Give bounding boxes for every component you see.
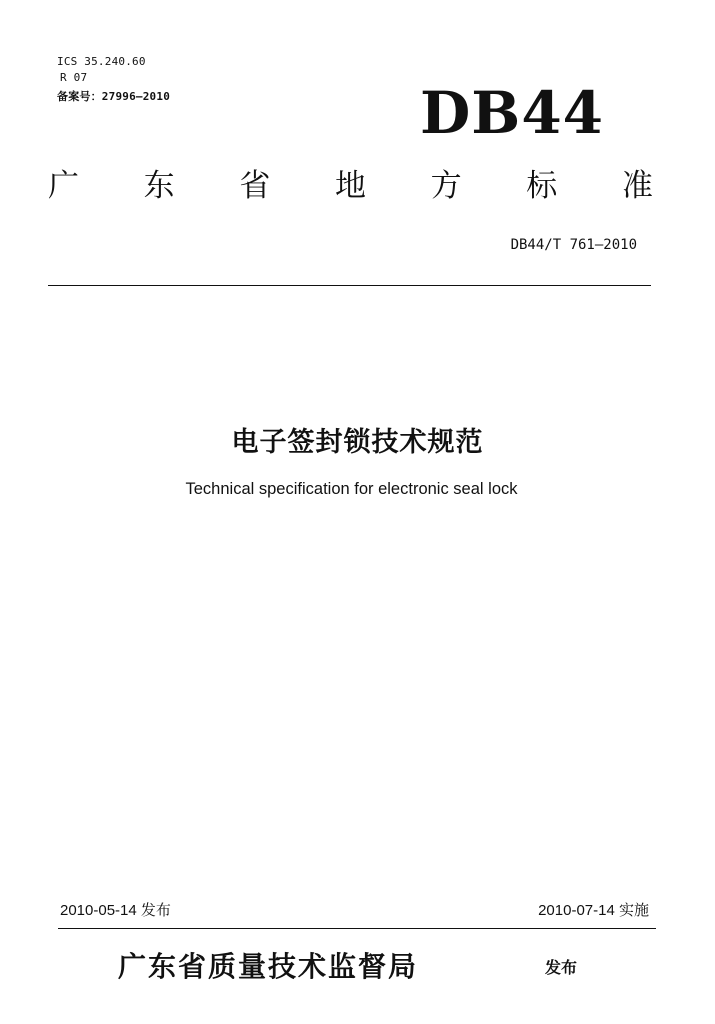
document-title-english: Technical specification for electronic seal lock bbox=[185, 480, 518, 498]
standard-type-char: 准 bbox=[621, 168, 653, 204]
implementation-date: 2010-07-14 实施 bbox=[538, 902, 649, 919]
db44-logo: DB44 bbox=[420, 79, 605, 147]
document-title-chinese: 电子签封锁技术规范 bbox=[231, 427, 484, 458]
publish-label: 发布 bbox=[545, 958, 578, 977]
standard-type-char: 东 bbox=[143, 168, 175, 204]
standard-type-char: 省 bbox=[239, 168, 271, 204]
standard-type-char: 方 bbox=[430, 168, 462, 204]
bottom-divider bbox=[58, 928, 656, 929]
ics-code: ICS 35.240.60 bbox=[57, 55, 146, 68]
standard-type-char: 地 bbox=[334, 168, 366, 204]
ccs-code: R 07 bbox=[60, 71, 88, 84]
standard-type-char: 广 bbox=[48, 168, 79, 204]
issue-date: 2010-05-14 发布 bbox=[60, 902, 171, 919]
standard-number: DB44/T 761—2010 bbox=[510, 237, 637, 253]
filing-number: 备案号：27996—2010 bbox=[57, 90, 171, 103]
publisher-name: 广东省质量技术监督局 bbox=[118, 950, 419, 983]
top-divider bbox=[48, 285, 651, 286]
standard-type-char: 标 bbox=[526, 168, 558, 204]
standard-type-heading bbox=[48, 166, 653, 206]
